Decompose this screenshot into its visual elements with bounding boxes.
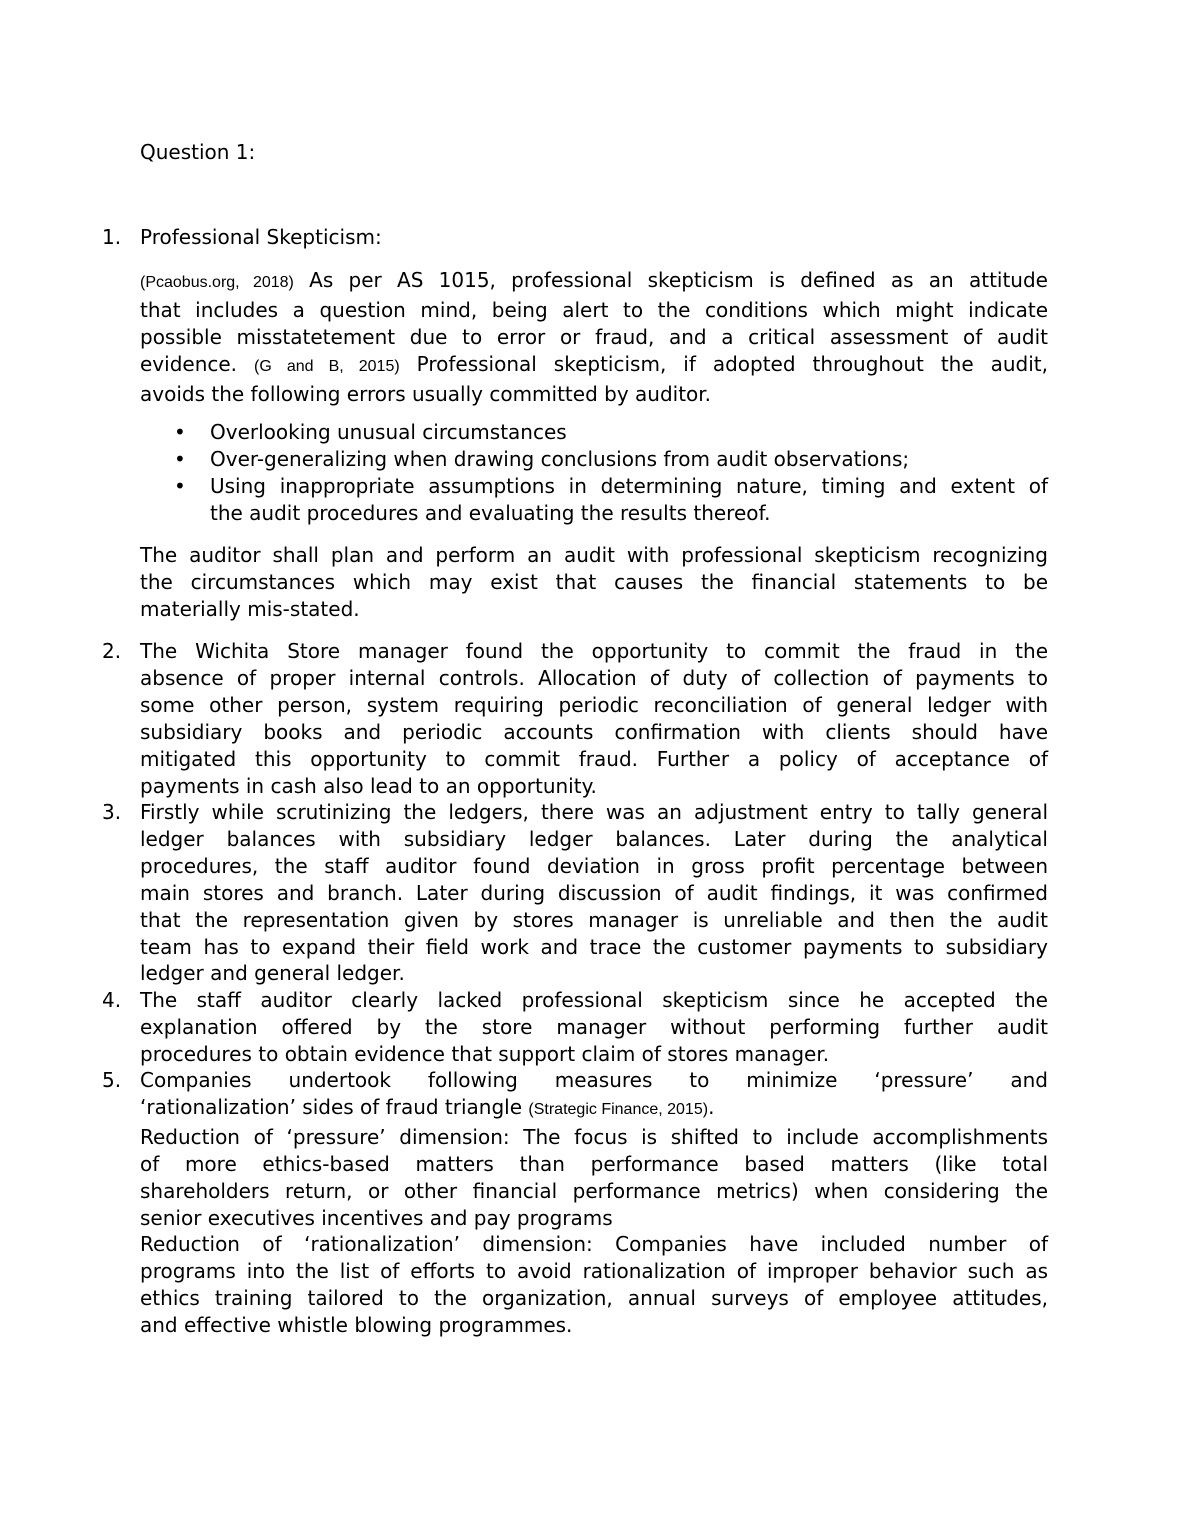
rationalization-line: ethics training tailored to the organization, annual surveys of employee attitudes, <box>140 1286 1048 1311</box>
list-number: 3. <box>102 800 122 824</box>
rationalization-line: Reduction of ‘rationalization’ dimension: Companies have included number of <box>140 1232 1048 1257</box>
paragraph-line: that includes a question mind, being alert to the conditions which might indicate <box>140 297 1048 322</box>
list-number: 5. <box>102 1068 122 1092</box>
paragraph-line: possible misstatetement due to error or fraud, and a critical assessment of audit <box>140 324 1048 349</box>
paragraph-line: materially mis-stated. <box>140 596 360 621</box>
skepticism-definition-paragraph <box>140 267 1048 408</box>
list-number: 1. <box>102 225 122 249</box>
paragraph-line: (Pcaobus.org, 2018) As per AS 1015, professional skepticism is defined as an attitude <box>140 268 1048 292</box>
paragraph-line: the circumstances which may exist that causes the financial statements to be <box>140 569 1048 594</box>
paragraph-line: avoids the following errors usually committed by auditor. <box>140 381 712 406</box>
pressure-line: of more ethics-based matters than performance based matters (like total <box>140 1151 1048 1176</box>
pressure-line: Reduction of ‘pressure’ dimension: The focus is shifted to include accomplishments <box>140 1124 1048 1149</box>
paragraph-line: The auditor shall plan and perform an audit with professional skepticism recognizing <box>140 543 1048 567</box>
list-item-1 <box>102 224 1048 251</box>
error-bullet-list <box>174 419 1048 527</box>
item-title: Professional Skepticism: <box>140 225 382 249</box>
bullet-item: • Over-generalizing when drawing conclusions from audit observations; <box>174 446 910 471</box>
pressure-line: shareholders return, or other financial performance metrics) when considering the <box>140 1178 1048 1203</box>
list-item-5: 5. Companies undertook following measures to minimize ‘pressure’ and ‘rationalization’ sides of fraud triangle (Strategic Finance, 2015). Reduction of ‘pressure’ dimension: The focus is shifted to include accomplishments of more ethics-based matters than performance based matters (like total shareholders return, or other financial performance metrics) when considering the senior executives incentives and pay programs Reduction of ‘rationalization’ dimension: Companies have included number of programs into the list of efforts to avoid rationalization of improper behavior such as ethics training tailored to the organization, annual surveys of employee attitudes, and effective whistle blowing programmes. <box>102 1068 1048 1338</box>
bullet-item: • Overlooking unusual circumstances <box>174 420 567 444</box>
citation: (Pcaobus.org, 2018) <box>140 274 294 291</box>
list-item-3: 3. Firstly while scrutinizing the ledgers, there was an adjustment entry to tally general ledger balances with subsidiary ledger balances. Later during the analytical procedures, the staff auditor found deviation in gross profit percentage between main stores and branch. Later during discussion of audit findings, it was confirmed that the representation given by stores manager is unreliable and then the audit team has to expand their field work and trace the customer payments to subsidiary ledger and general ledger. <box>102 800 1048 986</box>
list-number: 2. <box>102 639 122 663</box>
rationalization-line: programs into the list of efforts to avoid rationalization of improper behavior such as <box>140 1259 1048 1284</box>
auditor-plan-paragraph <box>140 542 1048 623</box>
list-item-2: 2. The Wichita Store manager found the opportunity to commit the fraud in the absence of proper internal controls. Allocation of duty of collection of payments to some other person, system requiring periodic reconciliation of general ledger with subsidiary books and periodic accounts confirmation with clients should have mitigated this opportunity to commit fraud. Further a policy of acceptance of payments in cash also lead to an opportunity. <box>102 639 1048 798</box>
paragraph-line: evidence. (G and B, 2015) Professional skepticism, if adopted throughout the audit, <box>140 351 1048 376</box>
pressure-line: senior executives incentives and pay programs <box>140 1205 613 1230</box>
list-number: 4. <box>102 988 122 1012</box>
bullet-item: • Using inappropriate assumptions in determining nature, timing and extent of the audit procedures and evaluating the results thereof. <box>174 473 1048 525</box>
question-heading: Question 1: <box>140 140 256 164</box>
rationalization-line: and effective whistle blowing programmes. <box>140 1313 573 1338</box>
bullet-icon: • <box>174 473 186 498</box>
list-item-4: 4. The staff auditor clearly lacked professional skepticism since he accepted the explanation offered by the store manager without performing further audit procedures to obtain evidence that support claim of stores manager. <box>102 988 1048 1066</box>
bullet-icon: • <box>174 420 186 444</box>
bullet-icon: • <box>174 446 186 471</box>
citation: (G and B, 2015) <box>254 357 400 375</box>
citation: (Strategic Finance, 2015) <box>528 1100 709 1118</box>
